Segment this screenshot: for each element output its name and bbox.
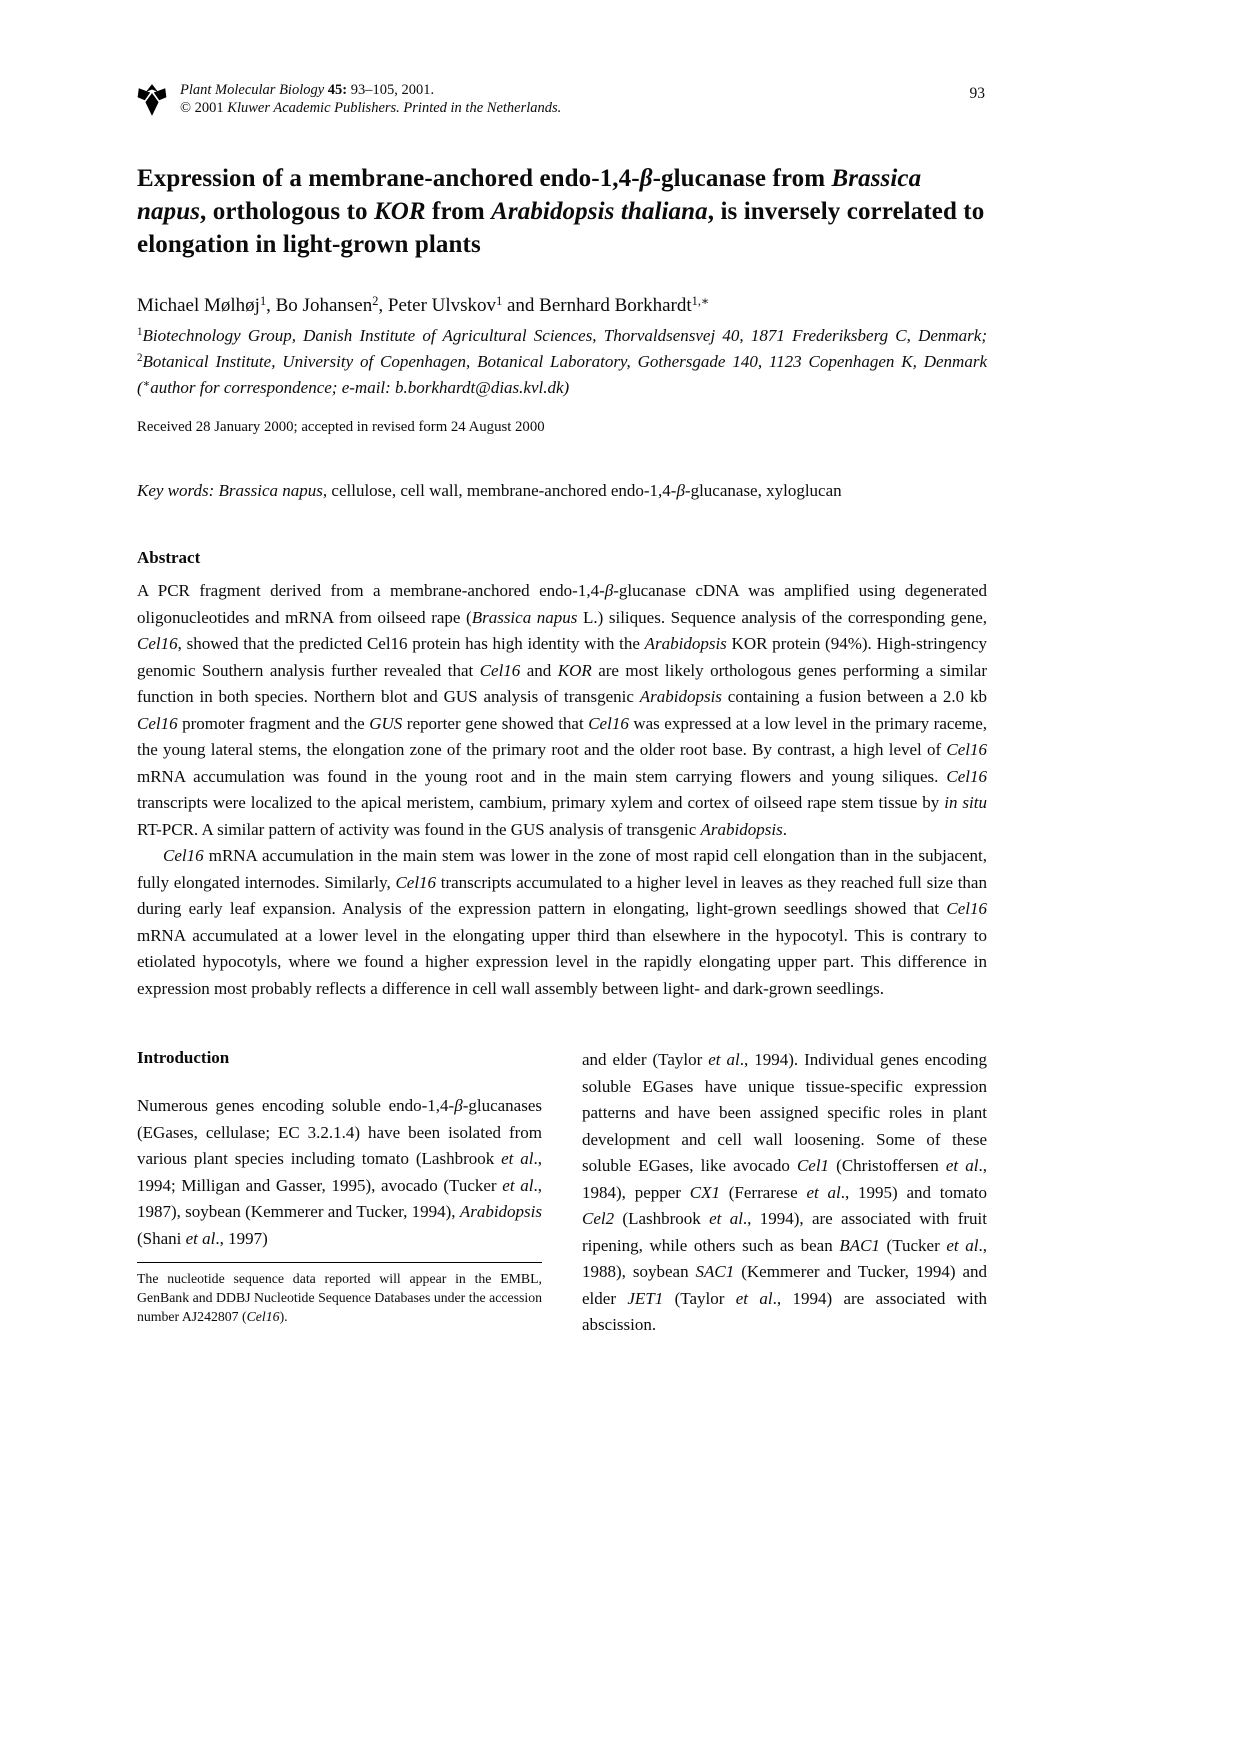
- affiliations: $^1$Biotechnology Group, Danish Institute of Agricultural Sciences, Thorvaldsensvej 40, 1871 Frederiksberg C, Denmark; $^2$Botanical Institute, University of Copenhagen, Botanical Laboratory, Gothersgade 140, 1123 Copenhagen K, Denmark (∗author for correspondence; e-mail: b.borkhardt@dias.kvl.dk): [137, 326, 987, 397]
- footnote-rule: [137, 1262, 542, 1263]
- journal-citation: Plant Molecular Biology 45: 93–105, 2001.: [180, 82, 435, 98]
- journal-info: [180, 82, 561, 117]
- page-number: 93: [969, 85, 985, 102]
- keywords-line: Key words: Brassica napus, cellulose, cell wall, membrane-anchored endo-1,4-β-glucanase, xyloglucan: [137, 481, 842, 500]
- received-line: Received 28 January 2000; accepted in revised form 24 August 2000: [137, 419, 545, 435]
- abstract-paragraph-1: A PCR fragment derived from a membrane-anchored endo-1,4-β-glucanase cDNA was amplified using degenerated oligonucleotides and mRNA from oilseed rape (Brassica napus L.) siliques. Sequence analysis of the corresponding gene, Cel16, showed that the predicted Cel16 protein has high identity with the Arabidopsis KOR protein (94%). High-stringency genomic Southern analysis further revealed that Cel16 and KOR are most likely orthologous genes performing a similar function in both species. Northern blot and GUS analysis of transgenic Arabidopsis containing a fusion between a 2.0 kb Cel16 promoter fragment and the GUS reporter gene showed that Cel16 was expressed at a low level in the primary raceme, the young lateral stems, the elongation zone of the primary root and the older root base. By contrast, a high level of Cel16 mRNA accumulation was found in the young root and in the main stem carrying flowers and young siliques. Cel16 transcripts were localized to the apical meristem, cambium, primary xylem and cortex of oilseed rape stem tissue by in situ RT-PCR. A similar pattern of activity was found in the GUS analysis of transgenic Arabidopsis.: [137, 581, 988, 839]
- abstract-heading: Abstract: [137, 548, 201, 567]
- publisher-logo-icon: [137, 83, 167, 117]
- page-content: [137, 82, 987, 1339]
- introduction-section: [137, 1047, 987, 1339]
- abstract-section: [137, 547, 987, 1002]
- introduction-heading: Introduction: [137, 1048, 230, 1067]
- authors-line: Michael Mølhøj$^1$, Bo Johansen$^2$, Peter Ulvskov$^1$ and Bernhard Borkhardt$^{1,∗}$: [137, 293, 710, 316]
- article-title: Expression of a membrane-anchored endo-1,4-β-glucanase from Brassica napus, orthologous to KOR from Arabidopsis thaliana, is inversely correlated to elongation in light-grown plants: [137, 165, 985, 258]
- footnote-text: The nucleotide sequence data reported will appear in the EMBL, GenBank and DDBJ Nucleotide Sequence Databases under the accession number AJ242807 (Cel16).: [137, 1271, 542, 1324]
- introduction-paragraph-right: and elder (Taylor et al., 1994). Individual genes encoding soluble EGases have unique tissue-specific expression patterns and have been assigned specific roles in plant development and cell wall loosening. Some of these soluble EGases, like avocado Cel1 (Christoffersen et al., 1984), pepper CX1 (Ferrarese et al., 1995) and tomato Cel2 (Lashbrook et al., 1994), are associated with fruit ripening, while others such as bean BAC1 (Tucker et al., 1988), soybean SAC1 (Kemmerer and Tucker, 1994) and elder JET1 (Taylor et al., 1994) are associated with abscission.: [582, 1050, 988, 1334]
- abstract-paragraph-2: Cel16 mRNA accumulation in the main stem was lower in the zone of most rapid cell elongation than in the subjacent, fully elongated internodes. Similarly, Cel16 transcripts accumulated to a higher level in leaves as they reached full size than during early leaf expansion. Analysis of the expression pattern in elongating, light-grown seedlings showed that Cel16 mRNA accumulated at a lower level in the elongating upper third than elsewhere in the hypocotyl. This is contrary to etiolated hypocotyls, where we found a higher expression level in the rapidly elongating upper part. This difference in expression most probably reflects a difference in cell wall assembly between light- and dark-grown seedlings.: [137, 846, 987, 998]
- right-column: [582, 1047, 987, 1339]
- copyright-line: © 2001 Kluwer Academic Publishers. Printed in the Netherlands.: [180, 99, 562, 116]
- journal-header: [137, 82, 987, 122]
- footnote: [137, 1262, 542, 1326]
- introduction-paragraph-left: Numerous genes encoding soluble endo-1,4-β-glucanases (EGases, cellulase; EC 3.2.1.4) have been isolated from various plant species including tomato (Lashbrook et al., 1994; Milligan and Gasser, 1995), avocado (Tucker et al., 1987), soybean (Kemmerer and Tucker, 1994), Arabidopsis (Shani et al., 1997): [137, 1096, 542, 1248]
- left-column: [137, 1047, 542, 1339]
